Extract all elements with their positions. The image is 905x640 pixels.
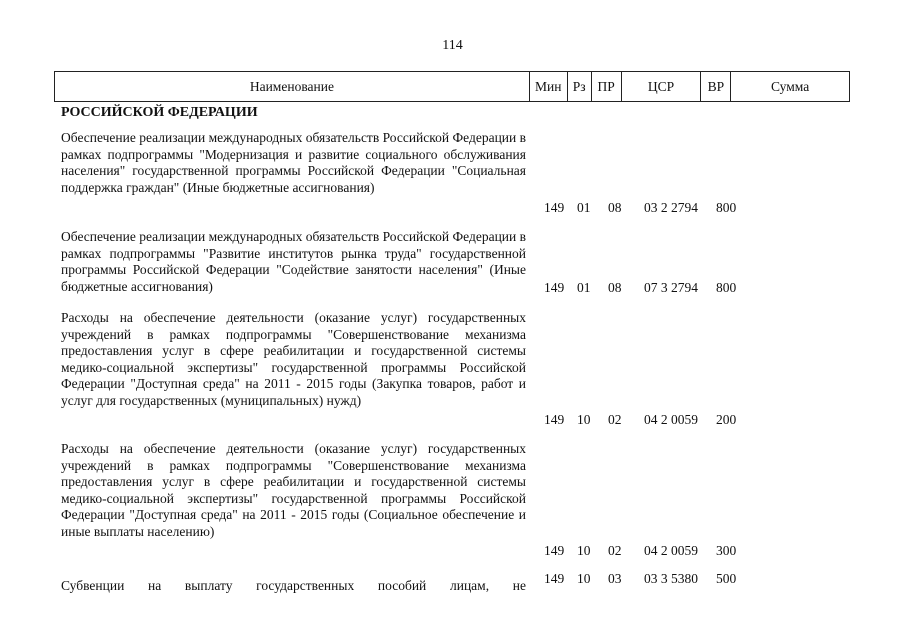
row-min: 149	[544, 280, 565, 295]
header-name: Наименование	[55, 72, 530, 101]
row-rz: 10	[577, 571, 591, 586]
row-description: Расходы на обеспечение деятельности (оказание услуг) государственных учреждений в рамках подпрограммы "Совершенствование механизма предоставления услуг в сфере реабилитации и государственной системы медико-социальной экспертизы" государственной программы Российской Федерации "Доступная среда" на 2011 - 2015 годы (Социальное обеспечение и иные выплаты населению)	[61, 441, 526, 539]
row-vr: 300	[716, 543, 737, 558]
row-pr: 02	[608, 543, 622, 558]
row-csr: 03 2 2794	[644, 200, 698, 215]
row-pr: 08	[608, 200, 622, 215]
row-description: Субвенции на выплату государственных пособий лицам, не	[61, 578, 526, 593]
header-sum: Сумма	[771, 78, 810, 94]
page-number: 114	[442, 38, 463, 53]
row-description: Расходы на обеспечение деятельности (оказание услуг) государственных учреждений в рамках подпрограммы "Совершенствование механизма предоставления услуг в сфере реабилитации и государственной системы медико-социальной экспертизы" государственной программы Российской Федерации "Доступная среда" на 2011 - 2015 годы (Закупка товаров, работ и услуг для государственных (муниципальных) нужд)	[61, 310, 526, 408]
header-csr: ЦСР	[622, 72, 702, 101]
section-title: РОССИЙСКОЙ ФЕДЕРАЦИИ	[61, 105, 258, 120]
row-description: Обеспечение реализации международных обязательств Российской Федерации в рамках подпрограммы "Развитие институтов рынка труда" государственной программы Российской Федерации "Содействие занятости населения" (Иные бюджетные ассигнования)	[61, 229, 526, 294]
row-vr: 500	[716, 571, 737, 586]
row-csr: 03 3 5380	[644, 571, 698, 586]
row-vr: 200	[716, 412, 737, 427]
row-min: 149	[544, 200, 565, 215]
row-csr: 07 3 2794	[644, 280, 698, 295]
row-rz: 10	[577, 412, 591, 427]
row-csr: 04 2 0059	[644, 543, 698, 558]
table-header	[54, 71, 850, 102]
row-pr: 02	[608, 412, 622, 427]
row-vr: 800	[716, 280, 737, 295]
row-pr: 08	[608, 280, 622, 295]
row-pr: 03	[608, 571, 622, 586]
row-rz: 01	[577, 280, 591, 295]
header-pr: ПР	[592, 72, 622, 101]
row-min: 149	[544, 412, 565, 427]
row-min: 149	[544, 571, 565, 586]
row-rz: 01	[577, 200, 591, 215]
row-min: 149	[544, 543, 565, 558]
header-vr: ВР	[701, 72, 731, 101]
row-description: Обеспечение реализации международных обязательств Российской Федерации в рамках подпрограммы "Модернизация и развитие социального обслуживания населения" государственной программы Российской Федерации "Социальная поддержка граждан" (Иные бюджетные ассигнования)	[61, 130, 526, 195]
header-min: Мин	[530, 72, 568, 101]
row-vr: 800	[716, 200, 737, 215]
row-csr: 04 2 0059	[644, 412, 698, 427]
row-rz: 10	[577, 543, 591, 558]
header-rz: Рз	[568, 72, 592, 101]
